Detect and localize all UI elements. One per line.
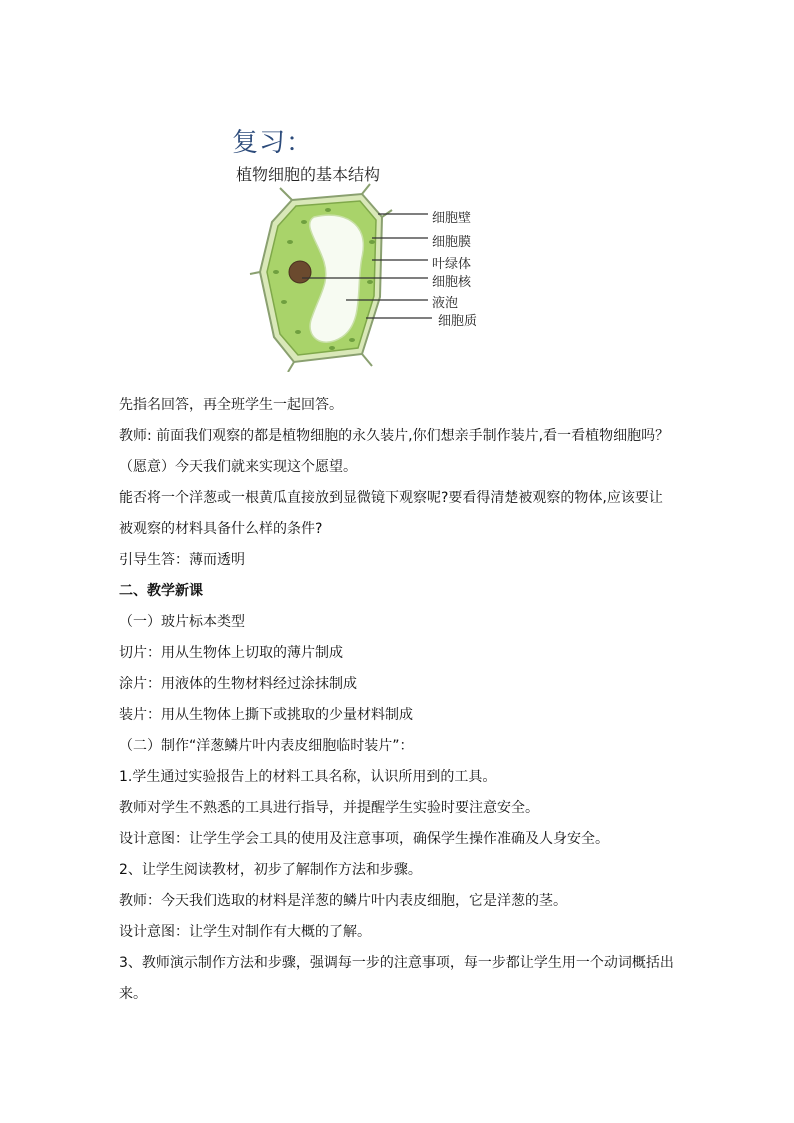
subsection-heading: （二）制作“洋葱鳞片叶内表皮细胞临时装片”： [119, 738, 414, 754]
paragraph-line: 涂片：用液体的生物材料经过涂抹制成 [119, 676, 357, 692]
paragraph-line: 装片：用从生物体上撕下或挑取的少量材料制成 [119, 707, 413, 723]
label-nucleus: 细胞核 [432, 275, 472, 290]
paragraph-line: 能否将一个洋葱或一根黄瓜直接放到显微镜下观察呢?要看得清楚被观察的物体,应该要让 [119, 490, 663, 506]
paragraph-line: 先指名回答，再全班学生一起回答。 [119, 397, 343, 413]
label-cell-wall: 细胞壁 [432, 211, 472, 226]
paragraph-line: 教师: 前面我们观察的都是植物细胞的永久装片,你们想亲手制作装片,看一看植物细胞吗？ [119, 428, 670, 444]
figure-subtitle: 植物细胞的基本结构 [236, 165, 381, 184]
label-cell-membrane: 细胞膜 [432, 235, 472, 250]
lesson-text [119, 390, 679, 1010]
paragraph-line: 切片：用从生物体上切取的薄片制成 [119, 645, 343, 661]
paragraph-line: 3、教师演示制作方法和步骤，强调每一步的注意事项，每一步都让学生用一个动词概括出 [119, 955, 674, 971]
nucleus-shape [289, 261, 311, 283]
paragraph-line: 来。 [119, 986, 147, 1002]
subsection-heading: （一）玻片标本类型 [119, 614, 245, 630]
section-heading: 二、教学新课 [119, 583, 203, 599]
paragraph-line: （愿意）今天我们就来实现这个愿望。 [119, 459, 357, 475]
paragraph-line: 教师：今天我们选取的材料是洋葱的鳞片叶内表皮细胞，它是洋葱的茎。 [119, 893, 567, 909]
paragraph-line: 引导生答：薄而透明 [119, 552, 245, 568]
label-chloroplast: 叶绿体 [432, 257, 472, 272]
cell-figure [232, 122, 492, 372]
paragraph-line: 1.学生通过实验报告上的材料工具名称，认识所用到的工具。 [119, 769, 497, 785]
label-cytoplasm: 细胞质 [438, 314, 478, 329]
paragraph-line: 设计意图：让学生学会工具的使用及注意事项，确保学生操作准确及人身安全。 [119, 831, 609, 847]
paragraph-line: 2、让学生阅读教材，初步了解制作方法和步骤。 [119, 862, 422, 878]
paragraph-line: 教师对学生不熟悉的工具进行指导，并提醒学生实验时要注意安全。 [119, 800, 539, 816]
label-vacuole: 液泡 [432, 296, 459, 311]
paragraph-line: 设计意图：让学生对制作有大概的了解。 [119, 924, 371, 940]
paragraph-line: 被观察的材料具备什么样的条件? [119, 521, 323, 537]
review-title: 复习： [232, 128, 314, 158]
